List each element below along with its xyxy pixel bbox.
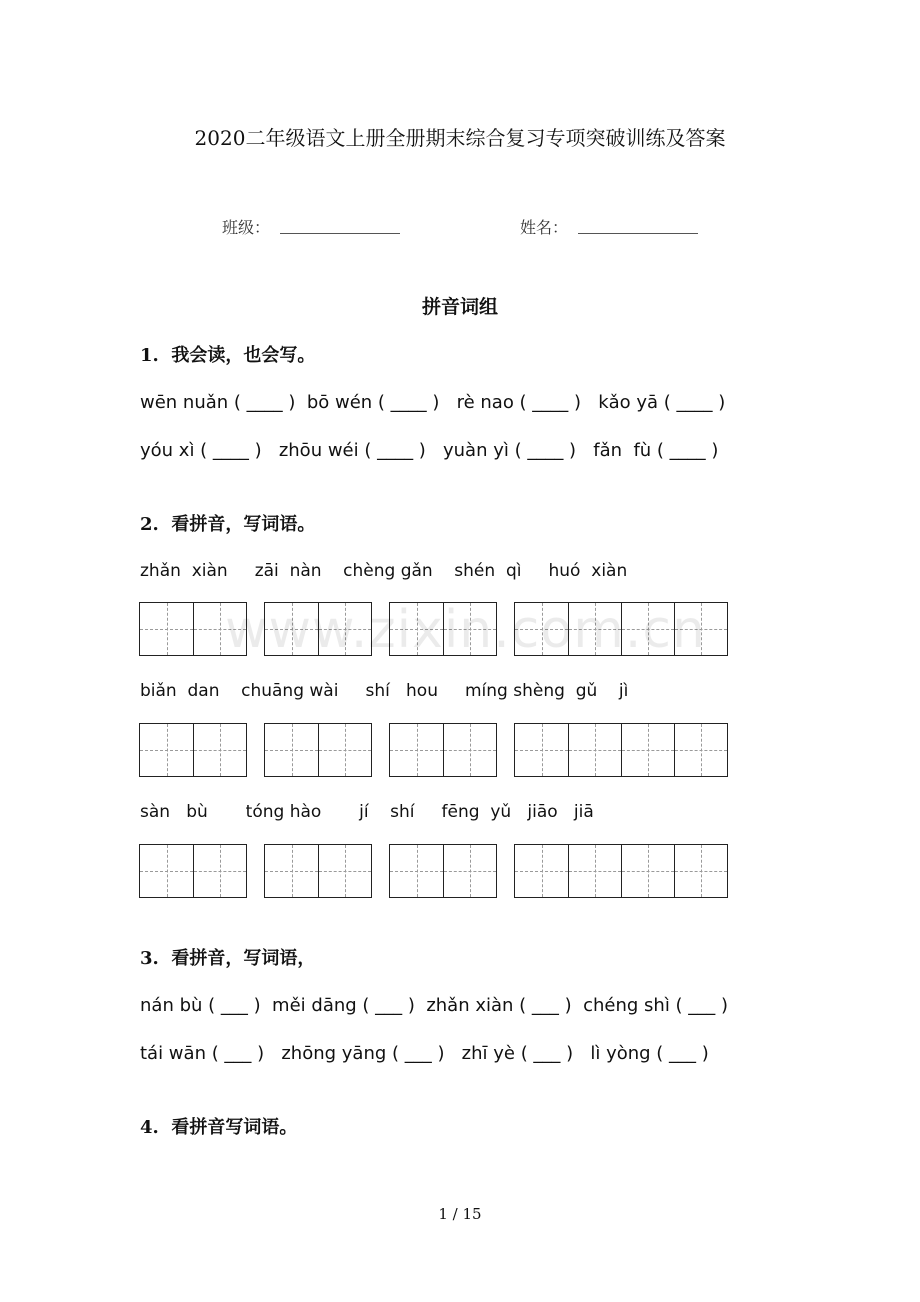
class-label: 班级： (222, 218, 271, 237)
name-label: 姓名： (520, 218, 569, 237)
q2-heading: 2. 看拼音，写词语。 (140, 514, 316, 535)
q3-line-1: nán bù ( ___ ) měi dāng ( ___ ) zhǎn xiàn ( ___ ) chéng shì ( ___ ) (140, 995, 729, 1016)
section-title: 拼音词组 (421, 296, 498, 318)
q3-line-2: tái wān ( ___ ) zhōng yāng ( ___ ) zhī yè ( ___ ) lì yòng ( ___ ) (140, 1043, 709, 1064)
q2-pinyin-row: sàn bù tóng hào jí shí fēng yǔ jiāo jiā (140, 802, 594, 822)
document-title: 2020二年级语文上册全册期末综合复习专项突破训练及答案 (194, 126, 726, 150)
q2-pinyin-row: biǎn dan chuāng wài shí hou míng shèng gǔ jì (140, 681, 629, 701)
writing-grid[interactable] (389, 844, 497, 898)
writing-grid[interactable] (139, 723, 247, 777)
page-number: 1 / 15 (438, 1205, 482, 1223)
name-blank[interactable] (578, 233, 698, 234)
writing-grid[interactable] (139, 844, 247, 898)
writing-grid[interactable] (389, 723, 497, 777)
writing-grid-4[interactable] (514, 723, 728, 777)
writing-grid[interactable] (264, 844, 372, 898)
q3-heading: 3. 看拼音，写词语， (140, 948, 316, 969)
q1-line-1: wēn nuǎn ( ____ ) bō wén ( ____ ) rè nao ( ____ ) kǎo yā ( ____ ) (140, 392, 726, 413)
q4-heading: 4. 看拼音写词语。 (140, 1117, 298, 1138)
watermark: www.zixin.com.cn (225, 600, 706, 660)
writing-grid-4[interactable] (514, 844, 728, 898)
writing-grid[interactable] (264, 723, 372, 777)
class-blank[interactable] (280, 233, 400, 234)
q1-line-2: yóu xì ( ____ ) zhōu wéi ( ____ ) yuàn yì ( ____ ) fǎn fù ( ____ ) (140, 440, 719, 461)
q1-heading: 1. 我会读，也会写。 (140, 345, 316, 366)
q2-pinyin-row: zhǎn xiàn zāi nàn chèng gǎn shén qì huó xiàn (140, 561, 628, 581)
